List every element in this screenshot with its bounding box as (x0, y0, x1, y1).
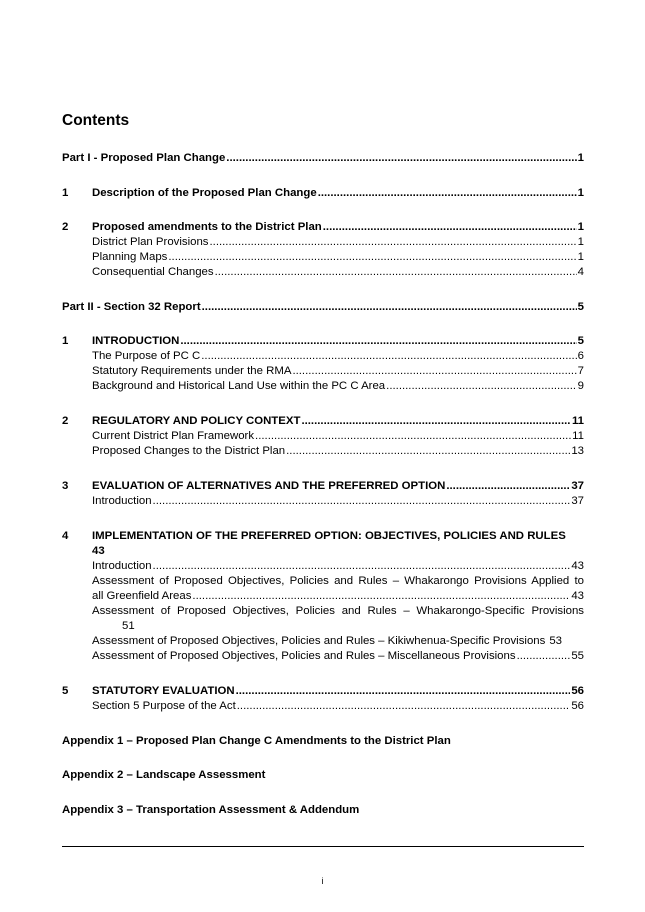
toc-entry-page: 43 (92, 545, 105, 557)
dot-leader (202, 300, 577, 314)
toc-subentry[interactable] (92, 444, 584, 458)
toc-subentry[interactable] (92, 589, 584, 603)
toc-entry-page: 37 (571, 480, 584, 492)
dot-leader (209, 235, 576, 249)
toc-entry-label: Assessment of Proposed Objectives, Policies and Rules – Kikiwhenua-Specific Provisions (92, 635, 546, 647)
dot-leader (386, 379, 577, 393)
toc-entry-page: 1 (577, 251, 584, 263)
toc-entry-page: 1 (577, 221, 584, 233)
toc-entry-page: 43 (571, 560, 584, 572)
dot-leader (323, 220, 577, 234)
toc-subentry[interactable] (92, 634, 584, 648)
toc-entry-page: 11 (572, 430, 584, 442)
toc-entry-label: Part II - Section 32 Report (62, 301, 201, 313)
dot-leader (446, 479, 570, 493)
toc-entry-label: Introduction (92, 560, 152, 572)
section-number: 4 (62, 530, 69, 542)
toc-subentry-line[interactable]: Assessment of Proposed Objectives, Policies and Rules – Whakarongo Provisions Applied to (92, 575, 584, 587)
toc-entry-label: Introduction (92, 495, 152, 507)
dot-leader (286, 444, 570, 458)
toc-entry-label: Statutory Requirements under the RMA (92, 365, 292, 377)
toc-entry-label: Current District Plan Framework (92, 430, 255, 442)
toc-entry-page: 51 (122, 620, 135, 632)
toc-entry-page: 43 (571, 590, 584, 602)
page-number: i (321, 876, 324, 886)
dot-leader (292, 364, 576, 378)
dot-leader (255, 429, 571, 443)
toc-entry-label: Section 5 Purpose of the Act (92, 700, 236, 712)
toc-entry-regulatory[interactable] (92, 414, 584, 428)
toc-entry-label: STATUTORY EVALUATION (92, 685, 235, 697)
toc-entry-label: Assessment of Proposed Objectives, Policies and Rules – Miscellaneous Provisions (92, 650, 516, 662)
toc-subentry[interactable] (92, 429, 584, 443)
dot-leader (201, 349, 576, 363)
dot-leader (153, 559, 571, 573)
appendix-entry[interactable]: Appendix 3 – Transportation Assessment & Addendum (62, 804, 360, 816)
toc-subentry[interactable] (92, 379, 584, 393)
toc-entry-label: Proposed Changes to the District Plan (92, 445, 286, 457)
toc-entry-part2[interactable] (62, 300, 584, 314)
dot-leader (215, 265, 577, 279)
toc-entry-part1[interactable] (62, 151, 584, 165)
dot-leader (226, 151, 576, 165)
dot-leader (236, 684, 571, 698)
dot-leader (180, 334, 576, 348)
toc-entry-label: Description of the Proposed Plan Change (92, 187, 317, 199)
toc-entry-label: The Purpose of PC C (92, 350, 201, 362)
toc-entry-proposed-amendments[interactable] (92, 220, 584, 234)
toc-entry-label: REGULATORY AND POLICY CONTEXT (92, 415, 301, 427)
toc-entry-page: 5 (577, 301, 584, 313)
toc-subentry[interactable] (92, 559, 584, 573)
toc-subentry[interactable] (92, 649, 584, 663)
toc-entry-label: EVALUATION OF ALTERNATIVES AND THE PREFERRED OPTION (92, 480, 446, 492)
toc-subentry[interactable] (92, 235, 584, 249)
toc-entry-page: 56 (571, 685, 584, 697)
footer-rule (62, 846, 584, 847)
toc-subentry[interactable] (92, 494, 584, 508)
toc-entry-page: 1 (577, 187, 584, 199)
toc-entry-page: 53 (549, 635, 562, 647)
section-number: 1 (62, 187, 69, 199)
toc-entry-label: Part I - Proposed Plan Change (62, 152, 226, 164)
toc-entry-label: District Plan Provisions (92, 236, 209, 248)
toc-entry-page: 6 (577, 350, 584, 362)
dot-leader (192, 589, 570, 603)
toc-entry-introduction[interactable] (92, 334, 584, 348)
toc-entry-page: 4 (577, 266, 584, 278)
section-number: 5 (62, 685, 69, 697)
dot-leader (318, 186, 577, 200)
toc-entry-page: 11 (571, 415, 584, 427)
toc-entry-evaluation[interactable] (92, 479, 584, 493)
section-number: 1 (62, 335, 69, 347)
dot-leader (153, 494, 571, 508)
section-number: 3 (62, 480, 69, 492)
toc-entry-label: Consequential Changes (92, 266, 214, 278)
toc-entry-page: 56 (571, 700, 584, 712)
dot-leader (517, 649, 571, 663)
toc-entry-label: Proposed amendments to the District Plan (92, 221, 322, 233)
toc-entry-label: Planning Maps (92, 251, 168, 263)
toc-subentry[interactable] (92, 364, 584, 378)
toc-entry-page: 13 (571, 445, 584, 457)
toc-subentry[interactable] (92, 250, 584, 264)
toc-entry-page: 5 (577, 335, 584, 347)
toc-entry-implementation[interactable]: IMPLEMENTATION OF THE PREFERRED OPTION: OBJECTIVES, POLICIES AND RULES (92, 530, 566, 542)
dot-leader (301, 414, 571, 428)
page-title: Contents (62, 112, 130, 129)
section-number: 2 (62, 221, 69, 233)
toc-subentry[interactable] (92, 699, 584, 713)
section-number: 2 (62, 415, 69, 427)
toc-entry-page: 9 (577, 380, 584, 392)
toc-entry-page: 37 (571, 495, 584, 507)
toc-subentry[interactable] (92, 349, 584, 363)
toc-entry-page: 7 (577, 365, 584, 377)
toc-entry-page: 1 (577, 152, 584, 164)
dot-leader (168, 250, 576, 264)
toc-entry-page: 55 (571, 650, 584, 662)
appendix-entry[interactable]: Appendix 1 – Proposed Plan Change C Amendments to the District Plan (62, 735, 451, 747)
toc-subentry[interactable] (92, 265, 584, 279)
toc-entry-label: Background and Historical Land Use within the PC C Area (92, 380, 386, 392)
appendix-entry[interactable]: Appendix 2 – Landscape Assessment (62, 769, 266, 781)
toc-entry-statutory[interactable] (92, 684, 584, 698)
toc-entry-page: 1 (577, 236, 584, 248)
toc-subentry-line[interactable]: Assessment of Proposed Objectives, Policies and Rules – Whakarongo-Specific Provisions (92, 605, 584, 617)
toc-entry-label: INTRODUCTION (92, 335, 180, 347)
toc-entry-description[interactable] (92, 186, 584, 200)
toc-entry-label: all Greenfield Areas (92, 590, 192, 602)
dot-leader (237, 699, 571, 713)
